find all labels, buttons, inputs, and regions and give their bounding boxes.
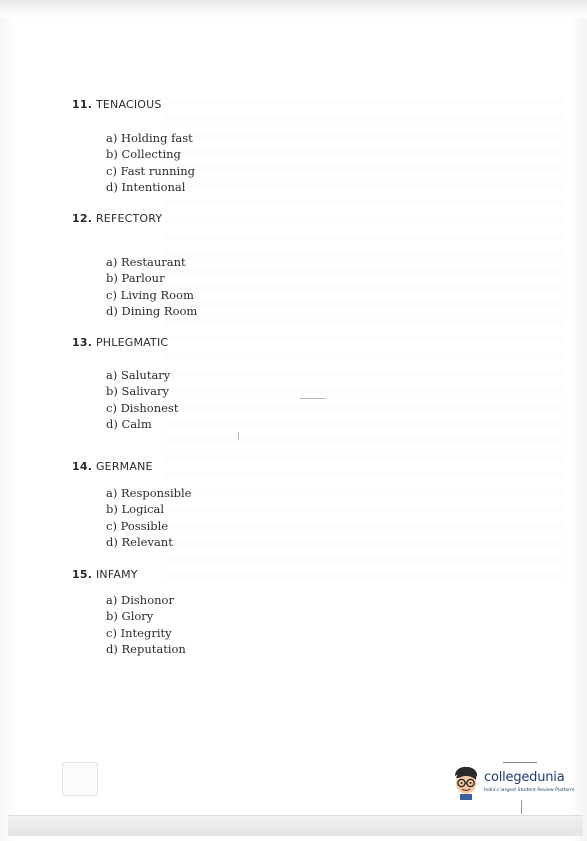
question-13 [72, 335, 168, 349]
question-number: 11. [72, 98, 93, 111]
question-word: TENACIOUS [95, 98, 162, 111]
option-d: d) Relevant [106, 534, 173, 549]
options-list [106, 254, 197, 319]
option-c: c) Integrity [106, 625, 172, 640]
options-list [106, 130, 195, 195]
option-d: d) Reputation [106, 641, 186, 656]
bleed-through-text [165, 98, 565, 578]
option-a: a) Salutary [106, 368, 171, 382]
scan-top-edge [0, 0, 587, 18]
option-b: b) Logical [106, 502, 165, 517]
question-number: 13. [72, 336, 93, 349]
option-a: a) Restaurant [106, 255, 186, 269]
question-number: 12. [72, 212, 93, 225]
mascot-icon [452, 766, 480, 800]
question-word: GERMANE [95, 460, 153, 473]
option-b: b) Parlour [106, 271, 165, 286]
logo-tagline: India's largest Student Review Platform [484, 788, 575, 793]
question-number: 14. [72, 460, 93, 473]
options-list [106, 592, 186, 657]
question-word: PHLEGMATIC [95, 336, 169, 349]
options-list [106, 485, 191, 550]
option-c: c) Dishonest [106, 400, 179, 415]
option-d: d) Calm [106, 416, 152, 431]
option-c: c) Fast running [106, 163, 195, 178]
option-a: a) Holding fast [106, 131, 193, 145]
question-12 [72, 211, 162, 225]
question-word: INFAMY [95, 568, 138, 581]
option-b: b) Salivary [106, 384, 169, 399]
scan-artifact [62, 762, 98, 796]
option-c: c) Living Room [106, 287, 194, 302]
scan-mark [521, 800, 522, 814]
options-list [106, 367, 178, 432]
scan-mark [503, 762, 537, 763]
question-11 [72, 97, 162, 111]
scan-mark [300, 398, 326, 399]
option-a: a) Responsible [106, 486, 192, 500]
question-14 [72, 459, 153, 473]
option-d: d) Dining Room [106, 303, 198, 318]
option-d: d) Intentional [106, 179, 186, 194]
option-b: b) Collecting [106, 147, 181, 162]
option-a: a) Dishonor [106, 593, 174, 607]
scan-mark [238, 432, 239, 440]
question-word: REFECTORY [95, 212, 163, 225]
scan-bottom-edge [8, 815, 583, 836]
logo-wordmark: collegedunia [484, 770, 565, 785]
collegedunia-logo [452, 766, 582, 802]
option-b: b) Glory [106, 609, 154, 624]
question-number: 15. [72, 568, 93, 581]
option-c: c) Possible [106, 518, 169, 533]
question-15 [72, 567, 138, 581]
